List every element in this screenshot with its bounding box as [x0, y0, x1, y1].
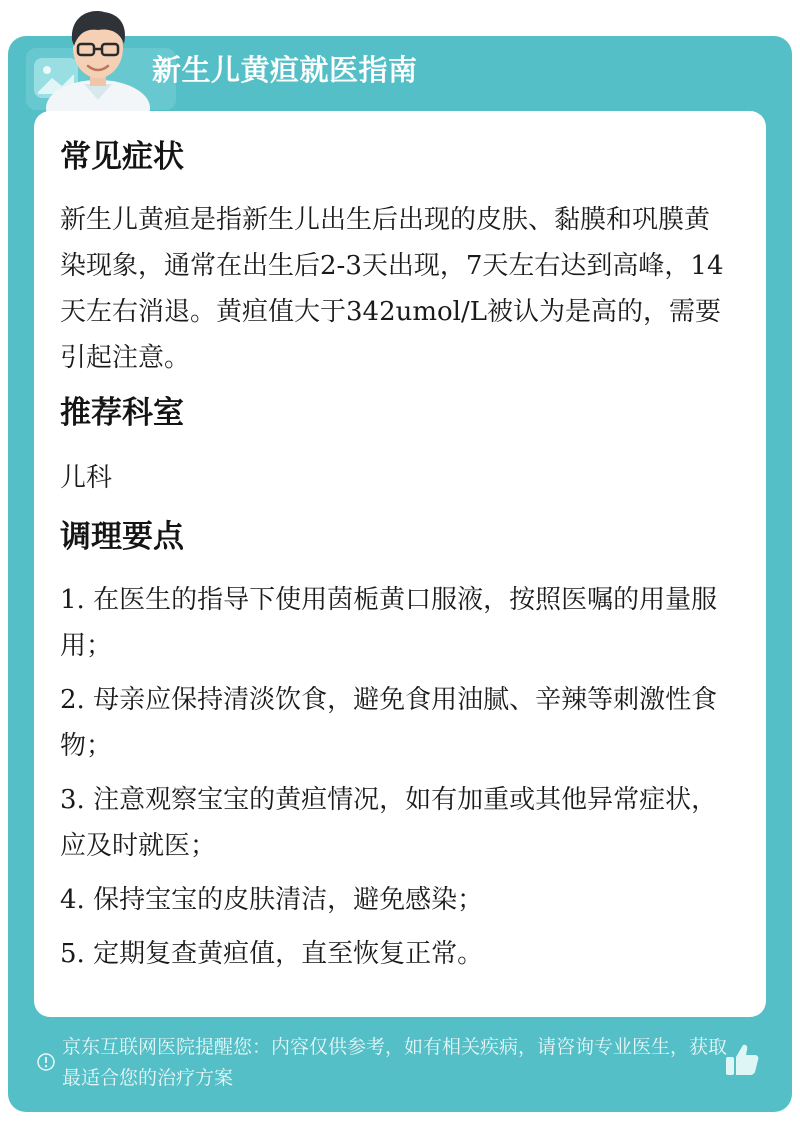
thumbs-up-icon[interactable]: [722, 1040, 762, 1080]
care-item: 3. 注意观察宝宝的黄疸情况，如有加重或其他异常症状，应及时就医；: [60, 785, 718, 861]
department-text: 儿科: [60, 463, 113, 493]
symptoms-text: 新生儿黄疸是指新生儿出生后出现的皮肤、黏膜和巩膜黄染现象，通常在出生后2-3天出现，7天左右达到高峰，14天左右消退。黄疸值大于342umol/L被认为是高的，需要引起注意。: [60, 205, 724, 373]
care-item: 5. 定期复查黄疸值，直至恢复正常。: [60, 939, 484, 969]
disclaimer-text: 京东互联网医院提醒您：内容仅供参考，如有相关疾病，请咨询专业医生，获取最适合您的治疗方案: [62, 1036, 728, 1089]
symptoms-heading: 常见症状: [60, 139, 184, 175]
page-title: 新生儿黄疸就医指南: [152, 53, 418, 87]
content-card: [34, 111, 766, 1017]
care-item: 2. 母亲应保持清淡饮食，避免食用油腻、辛辣等刺激性食物；: [60, 685, 718, 761]
info-icon: [36, 1052, 56, 1072]
doctor-avatar: [40, 4, 158, 112]
care-heading: 调理要点: [60, 519, 184, 555]
care-item: 1. 在医生的指导下使用茵栀黄口服液，按照医嘱的用量服用；: [60, 585, 718, 661]
care-item: 4. 保持宝宝的皮肤清洁，避免感染；: [60, 885, 484, 915]
department-heading: 推荐科室: [60, 395, 184, 431]
care-list: [60, 577, 730, 985]
